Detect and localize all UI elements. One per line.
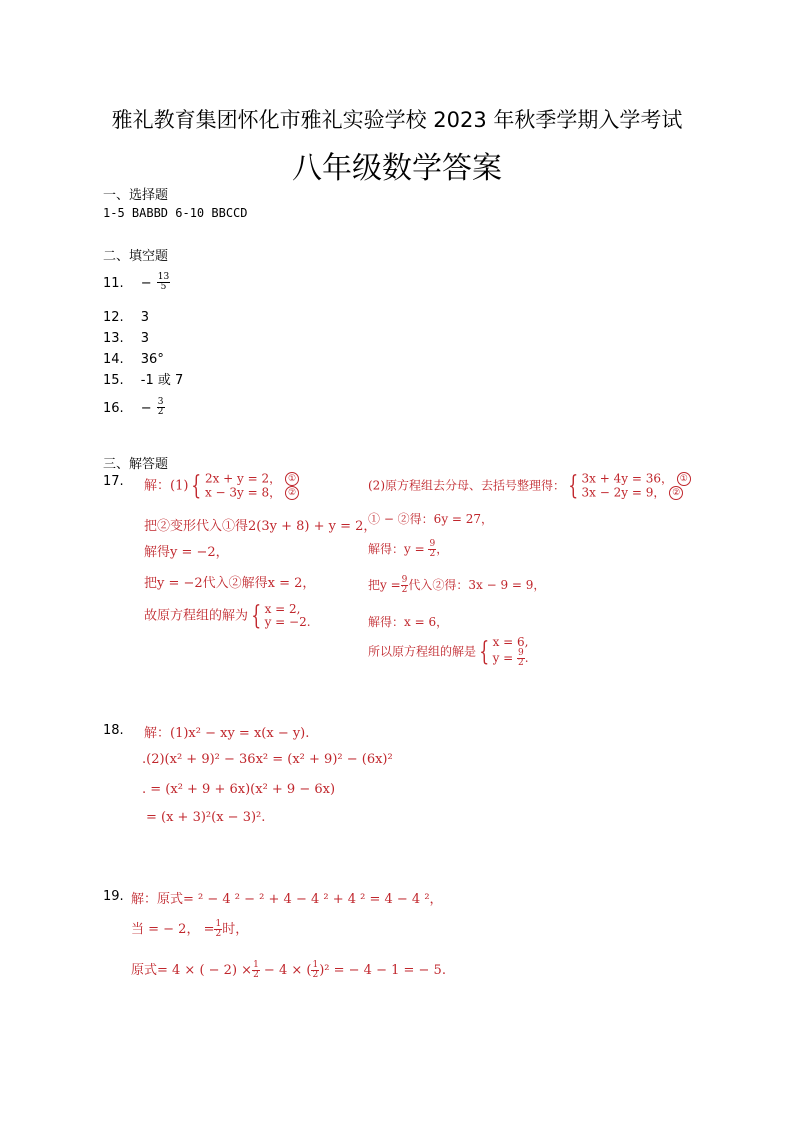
q18-line4: = (x + 3)²(x − 3)². [146,810,266,825]
q19-line1: 解：原式= ² − 4 ² − ² + 4 − 4 ² + 4 ² = 4 − 4 ²， [131,892,443,907]
answer-fraction: $\frac{13}{5}$ [157,272,170,292]
fill-item-13: 13. 3 [103,331,150,346]
q19-line3: 原式= 4 × ( − 2) × $\frac{1}{2}$ − 4 × ( $\frac{1}{2}$ )² = − 4 − 1 = − 5. [131,960,446,980]
question-number: 11. [103,276,124,291]
fill-item-11 [103,272,170,292]
fill-item-12: 12. 3 [103,310,150,325]
q17-left-system: 解：(1) { 2x + y = 2， ① x − 3y = 8， ② [144,472,299,500]
q17-right-step3: 解得：y = $\frac{9}{2}$ ， [368,539,449,559]
section-solve-heading: 三、解答题 [103,457,169,472]
q19-line2: 当 = − 2， = $\frac{1}{2}$ 时， [131,919,249,939]
q17-right-solution: 所以原方程组的解是 { x = 6, y = $\frac{9}{2}$ . [368,635,529,668]
q17-right-step5: 解得：x = 6， [368,615,449,629]
fill-item-15: 15. -1 或 7 [103,373,184,388]
answer-title: 八年级数学答案 [292,151,502,186]
q17-left-step3: 解得y = −2， [144,545,229,560]
answer-fraction: $\frac{3}{2}$ [157,397,164,417]
q17-left-solution: 故原方程组的解为 { x = 2, y = −2. [144,601,311,631]
answer-sign: − [140,276,152,291]
question-19-number: 19. [103,889,124,904]
question-18-number: 18. [103,723,124,738]
q18-line1: 解：(1)x² − xy = x(x − y). [144,726,310,741]
exam-title: 雅礼教育集团怀化市雅礼实验学校 2023 年秋季学期入学考试 [111,108,683,132]
question-17-number: 17. [103,474,124,489]
q18-line2: .(2)(x² + 9)² − 36x² = (x² + 9)² − (6x)² [142,752,393,767]
fill-item-16: 16. − $\frac{3}{2}$ [103,397,164,417]
q18-line3: . = (x² + 9 + 6x)(x² + 9 − 6x) [142,782,336,797]
q17-left-step2: 把②变形代入①得2(3y + 8) + y = 2， [144,519,377,534]
q17-right-step2: ① − ②得：6y = 27， [368,512,494,526]
q17-right-system: (2)原方程组去分母、去括号整理得： { 3x + 4y = 36， ① 3x − 2y = 9， ② [368,472,691,500]
fill-item-14: 14. 36° [103,352,164,367]
q17-right-step4: 把y = $\frac{9}{2}$ 代入②得：3x − 9 = 9， [368,575,546,595]
section-fill-heading: 二、填空题 [103,249,169,264]
q17-left-step4: 把y = −2代入②解得x = 2， [144,576,316,591]
choice-answers: 1-5 BABBD 6-10 BBCCD [103,206,248,220]
section-choice-heading: 一、选择题 [103,188,169,203]
